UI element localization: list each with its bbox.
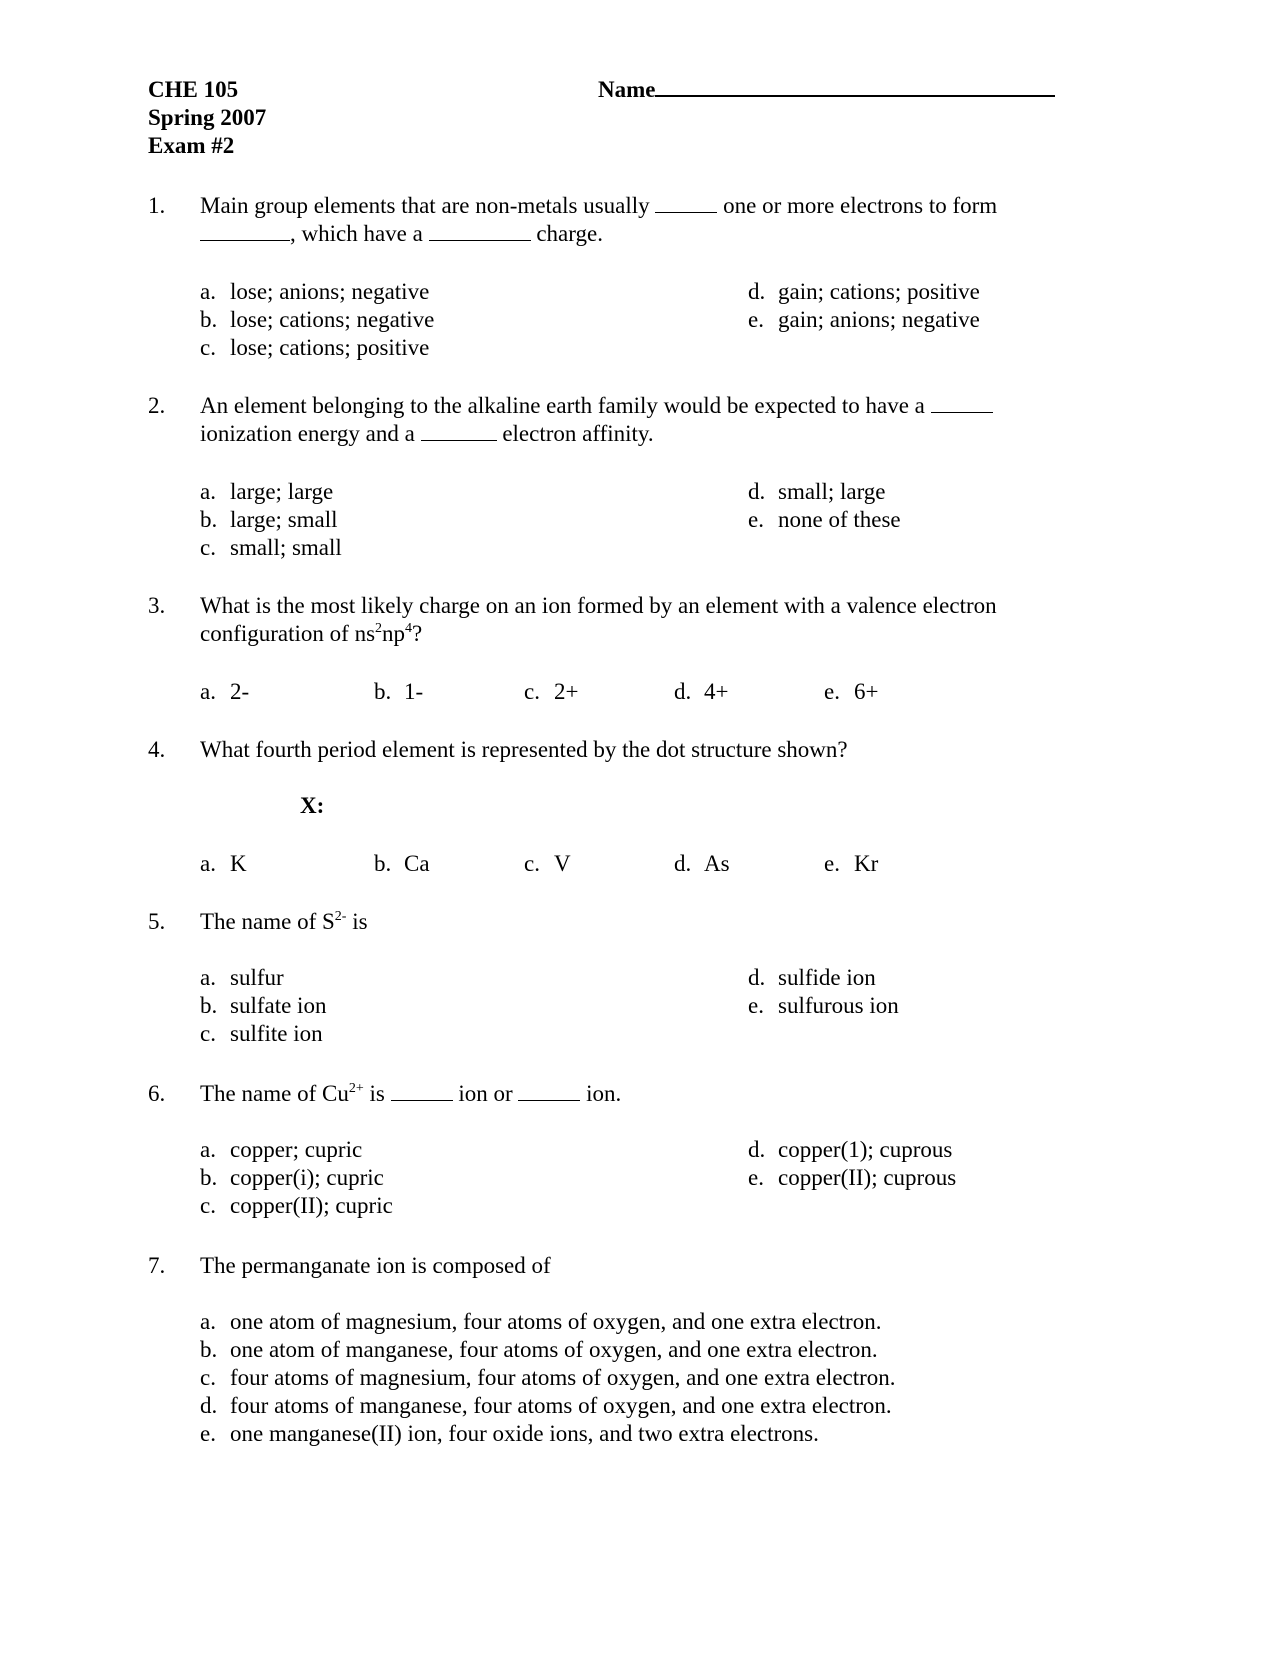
option-b[interactable]: b. Ca [374,851,430,876]
question-text: An element belonging to the alkaline earth family would be expected to have a ionization energy and a electron affinity. [200,392,1088,448]
option-c[interactable]: c. four atoms of magnesium, four atoms of oxygen, and one extra electron. [200,1365,896,1390]
answer-blank [655,192,717,213]
option-c[interactable]: c. V [524,851,571,876]
option-b[interactable]: b. lose; cations; negative [200,307,435,332]
question-text: The name of $Cu^{2+}$ is ion or ion. [200,1081,622,1106]
name-blank[interactable] [655,77,1055,97]
exam-number: Exam #2 [148,133,235,158]
option-b[interactable]: b. copper(i); cupric [200,1165,384,1190]
answer-blank [518,1080,580,1101]
option-c[interactable]: c. copper(II); cupric [200,1193,393,1218]
option-e[interactable]: e. one manganese(II) ion, four oxide ions, and two extra electrons. [200,1421,819,1446]
question-number: 3. [148,593,166,618]
option-a[interactable]: a. sulfur [200,965,284,990]
option-a[interactable]: a. 2- [200,679,250,704]
option-a[interactable]: a. copper; cupric [200,1137,363,1162]
question-number: 4. [148,737,166,762]
option-e[interactable]: e. sulfurous ion [748,993,899,1018]
option-b[interactable]: b. 1- [374,679,424,704]
option-a[interactable]: a. one atom of magnesium, four atoms of oxygen, and one extra electron. [200,1309,882,1334]
option-e[interactable]: e. Kr [824,851,879,876]
option-e[interactable]: e. gain; anions; negative [748,307,980,332]
option-b[interactable]: b. large; small [200,507,338,532]
answer-blank [421,420,497,441]
question-number: 7. [148,1253,166,1278]
question-text: Main group elements that are non-metals usually one or more electrons to form , which have a charge. [200,193,998,246]
question-7 [148,1252,1088,1280]
answer-blank [931,392,993,413]
question-number: 5. [148,909,166,934]
question-5 [148,908,1088,936]
option-d[interactable]: d. gain; cations; positive [748,279,980,304]
answer-blank [391,1080,453,1101]
option-e[interactable]: e. none of these [748,507,901,532]
option-d[interactable]: d. 4+ [674,679,729,704]
option-a[interactable]: a. K [200,851,247,876]
dot-structure: X: [300,793,325,818]
option-c[interactable]: c. small; small [200,535,342,560]
option-d[interactable]: d. As [674,851,730,876]
answer-blank [200,220,290,241]
option-e[interactable]: e. 6+ [824,679,879,704]
question-2 [148,392,1088,448]
answer-blank [429,220,531,241]
question-3 [148,592,1088,648]
option-d[interactable]: d. small; large [748,479,886,504]
question-4 [148,736,1088,764]
option-b[interactable]: b. sulfate ion [200,993,327,1018]
option-c[interactable]: c. 2+ [524,679,579,704]
option-c[interactable]: c. lose; cations; positive [200,335,430,360]
question-text: The name of $S^{2-}$ is [200,909,368,934]
question-number: 2. [148,393,166,418]
question-text: What fourth period element is represented by the dot structure shown? [200,737,848,762]
question-1 [148,192,1088,248]
option-e[interactable]: e. copper(II); cuprous [748,1165,957,1190]
question-number: 6. [148,1081,166,1106]
term: Spring 2007 [148,105,267,130]
course-code: CHE 105 [148,77,239,102]
option-a[interactable]: a. lose; anions; negative [200,279,430,304]
option-b[interactable]: b. one atom of manganese, four atoms of oxygen, and one extra electron. [200,1337,878,1362]
option-d[interactable]: d. four atoms of manganese, four atoms of oxygen, and one extra electron. [200,1393,892,1418]
option-d[interactable]: d. copper(1); cuprous [748,1137,953,1162]
name-label: Name [598,77,656,102]
name-field[interactable] [598,76,1055,104]
question-6 [148,1080,1088,1108]
question-number: 1. [148,193,166,218]
option-c[interactable]: c. sulfite ion [200,1021,323,1046]
option-d[interactable]: d. sulfide ion [748,965,876,990]
question-text: What is the most likely charge on an ion formed by an element with a valence electron configuration of $ns^2np^4$? [200,593,997,646]
question-text: The permanganate ion is composed of [200,1253,551,1278]
option-a[interactable]: a. large; large [200,479,334,504]
